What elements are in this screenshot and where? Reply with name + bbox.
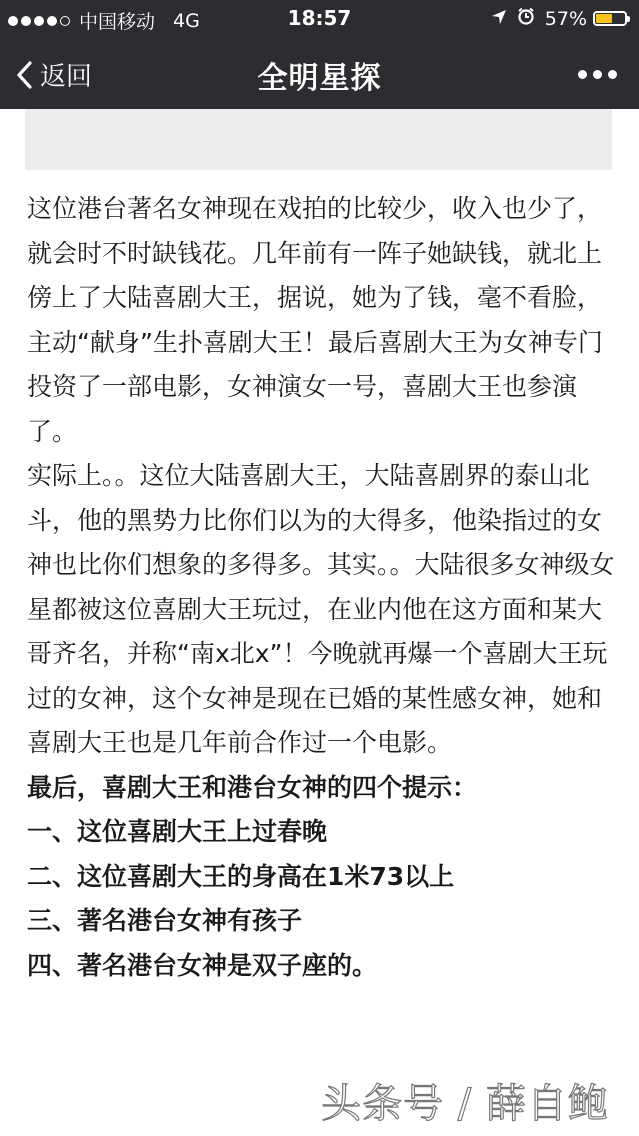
carrier-name: 中国移动 [79, 11, 156, 33]
article-body [27, 187, 617, 988]
battery-icon [593, 11, 627, 26]
alarm-clock-icon [517, 7, 535, 30]
back-label: 返回 [40, 62, 93, 92]
status-right [491, 7, 627, 30]
more-dot-icon [593, 70, 602, 79]
hint-item: 二、这位喜剧大王的身高在1米73以上 [27, 861, 455, 891]
top-bar [0, 0, 639, 109]
article-image-placeholder [25, 109, 612, 170]
battery-fill [596, 14, 612, 23]
network-type: 4G [173, 9, 200, 32]
battery-percent: 57% [544, 7, 587, 30]
article-paragraph: 实际上。。这位大陆喜剧大王，大陆喜剧界的泰山北斗，他的黑势力比你们以为的大得多，他染指过的女神也比你们想象的多得多。其实。。大陆很多女神级女星都被这位喜剧大王玩过，在业内他在这方面和某大哥齐名，并称“南x北x”！今晚就再爆一个喜剧大王玩过的女神，这个女神是现在已婚的某性感女神，她和喜剧大王也是几年前合作过一个电影。 [27, 461, 615, 757]
status-bar [0, 0, 639, 36]
more-options-button[interactable] [572, 70, 617, 79]
page-title: 全明星探 [257, 61, 382, 96]
status-time: 18:57 [287, 6, 352, 30]
nav-bar [0, 36, 639, 109]
more-dot-icon [608, 70, 617, 79]
hint-item: 一、这位喜剧大王上过春晚 [27, 817, 328, 846]
hints-heading: 最后，喜剧大王和港台女神的四个提示： [27, 772, 478, 802]
location-arrow-icon [491, 8, 507, 30]
hint-item: 三、著名港台女神有孩子 [27, 906, 303, 935]
more-dot-icon [578, 70, 587, 79]
watermark: 头条号 / 薛自鲍 [321, 1081, 609, 1127]
article-paragraph: 这位港台著名女神现在戏拍的比较少，收入也少了，就会时不时缺钱花。几年前有一阵子她缺钱，就北上傍上了大陆喜剧大王，据说，她为了钱，毫不看脸，主动“献身”生扑喜剧大王！最后喜剧大王为女神专门投资了一部电影，女神演女一号，喜剧大王也参演了。 [27, 194, 603, 446]
hint-item: 四、著名港台女神是双子座的。 [27, 950, 378, 980]
